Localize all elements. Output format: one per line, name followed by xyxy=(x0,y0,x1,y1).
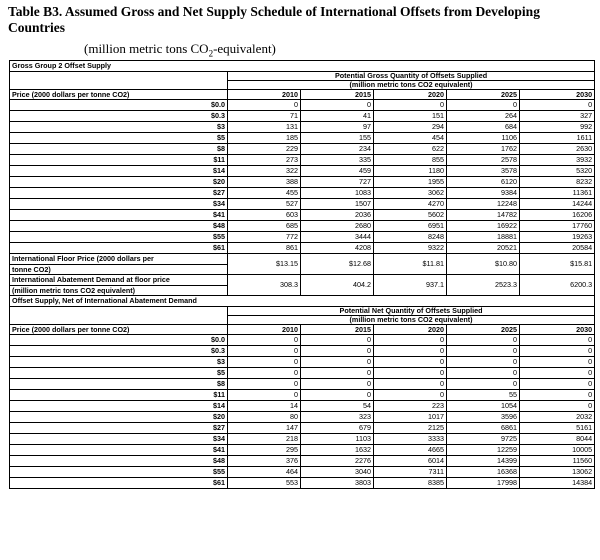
table-row xyxy=(10,390,595,401)
value-cell: 0 xyxy=(301,357,374,368)
abatement-cell: 2523.3 xyxy=(447,275,520,296)
value-cell: 8044 xyxy=(520,434,595,445)
table-row xyxy=(10,100,595,111)
value-cell: 3596 xyxy=(447,412,520,423)
gross-year-cell: 2025 xyxy=(447,90,520,100)
value-cell: 3578 xyxy=(447,166,520,177)
value-cell: 18881 xyxy=(447,232,520,243)
value-cell: 1611 xyxy=(520,133,595,144)
value-cell: 11560 xyxy=(520,456,595,467)
table-row xyxy=(10,243,595,254)
table-row xyxy=(10,401,595,412)
value-cell: 0 xyxy=(374,390,447,401)
value-cell: 0 xyxy=(301,390,374,401)
value-cell: 327 xyxy=(520,111,595,122)
value-cell: 2125 xyxy=(374,423,447,434)
price-cell: $41 xyxy=(10,445,228,456)
value-cell: 0 xyxy=(447,357,520,368)
price-cell: $11 xyxy=(10,155,228,166)
value-cell: 0 xyxy=(374,357,447,368)
value-cell: 6861 xyxy=(447,423,520,434)
value-cell: 0 xyxy=(520,379,595,390)
price-cell: $61 xyxy=(10,243,228,254)
net-header-row-1 xyxy=(10,307,595,316)
value-cell: 0 xyxy=(520,357,595,368)
abatement-cell: 308.3 xyxy=(228,275,301,296)
value-cell: 323 xyxy=(301,412,374,423)
value-cell: 0 xyxy=(447,379,520,390)
net-year-cell: 2025 xyxy=(447,325,520,335)
value-cell: 727 xyxy=(301,177,374,188)
value-cell: 0 xyxy=(301,346,374,357)
value-cell: 16368 xyxy=(447,467,520,478)
table-row xyxy=(10,412,595,423)
table-row xyxy=(10,199,595,210)
value-cell: 17760 xyxy=(520,221,595,232)
value-cell: 1762 xyxy=(447,144,520,155)
value-cell: 131 xyxy=(228,122,301,133)
value-cell: 0 xyxy=(228,379,301,390)
value-cell: 14 xyxy=(228,401,301,412)
floor-price-label-1: International Floor Price (2000 dollars per xyxy=(10,254,228,265)
subtitle-prefix: (million metric tons CO xyxy=(84,41,209,56)
value-cell: 14782 xyxy=(447,210,520,221)
value-cell: 553 xyxy=(228,478,301,489)
floor-price-cell: $10.80 xyxy=(447,254,520,275)
table-row xyxy=(10,155,595,166)
gross-data-body xyxy=(10,100,595,254)
table-row xyxy=(10,111,595,122)
price-cell: $0.3 xyxy=(10,346,228,357)
gross-year-cell: 2020 xyxy=(374,90,447,100)
net-year-cell: 2020 xyxy=(374,325,447,335)
abatement-label-1: International Abatement Demand at floor price xyxy=(10,275,228,286)
value-cell: 1507 xyxy=(301,199,374,210)
value-cell: 0 xyxy=(520,401,595,412)
abatement-cell: 937.1 xyxy=(374,275,447,296)
net-year-cell: 2010 xyxy=(228,325,301,335)
value-cell: 9725 xyxy=(447,434,520,445)
value-cell: 41 xyxy=(301,111,374,122)
value-cell: 2578 xyxy=(447,155,520,166)
value-cell: 6120 xyxy=(447,177,520,188)
value-cell: 19263 xyxy=(520,232,595,243)
value-cell: 234 xyxy=(301,144,374,155)
value-cell: 1054 xyxy=(447,401,520,412)
value-cell: 1083 xyxy=(301,188,374,199)
gross-section-label: Gross Group 2 Offset Supply xyxy=(10,61,595,72)
table-row xyxy=(10,423,595,434)
offset-supply-table xyxy=(9,60,595,489)
price-cell: $20 xyxy=(10,412,228,423)
price-cell: $41 xyxy=(10,210,228,221)
gross-header-line2: (million metric tons CO2 equivalent) xyxy=(228,81,595,90)
gross-header-blank xyxy=(10,72,228,90)
value-cell: 1955 xyxy=(374,177,447,188)
price-cell: $8 xyxy=(10,144,228,155)
value-cell: 3333 xyxy=(374,434,447,445)
gross-header-row-1 xyxy=(10,72,595,81)
value-cell: 185 xyxy=(228,133,301,144)
floor-price-cell: $13.15 xyxy=(228,254,301,275)
table-row xyxy=(10,122,595,133)
value-cell: 80 xyxy=(228,412,301,423)
value-cell: 0 xyxy=(228,390,301,401)
value-cell: 0 xyxy=(228,357,301,368)
value-cell: 16206 xyxy=(520,210,595,221)
value-cell: 0 xyxy=(301,379,374,390)
abatement-label-2: (million metric tons CO2 equivalent) xyxy=(10,286,228,296)
table-row xyxy=(10,445,595,456)
value-cell: 0 xyxy=(447,100,520,111)
price-cell: $14 xyxy=(10,166,228,177)
price-cell: $14 xyxy=(10,401,228,412)
gross-year-row xyxy=(10,90,595,100)
value-cell: 1103 xyxy=(301,434,374,445)
floor-price-cell: $12.68 xyxy=(301,254,374,275)
value-cell: 335 xyxy=(301,155,374,166)
price-cell: $8 xyxy=(10,379,228,390)
value-cell: 294 xyxy=(374,122,447,133)
table-row xyxy=(10,379,595,390)
value-cell: 6014 xyxy=(374,456,447,467)
gross-header-line1: Potential Gross Quantity of Offsets Supplied xyxy=(228,72,595,81)
value-cell: 6951 xyxy=(374,221,447,232)
value-cell: 4270 xyxy=(374,199,447,210)
value-cell: 322 xyxy=(228,166,301,177)
value-cell: 13062 xyxy=(520,467,595,478)
value-cell: 1106 xyxy=(447,133,520,144)
table-row xyxy=(10,357,595,368)
value-cell: 5320 xyxy=(520,166,595,177)
value-cell: 12248 xyxy=(447,199,520,210)
price-cell: $61 xyxy=(10,478,228,489)
table-row xyxy=(10,346,595,357)
value-cell: 7311 xyxy=(374,467,447,478)
value-cell: 273 xyxy=(228,155,301,166)
table-subtitle xyxy=(84,41,276,62)
value-cell: 455 xyxy=(228,188,301,199)
value-cell: 3803 xyxy=(301,478,374,489)
value-cell: 0 xyxy=(520,335,595,346)
value-cell: 622 xyxy=(374,144,447,155)
value-cell: 3932 xyxy=(520,155,595,166)
net-section-row xyxy=(10,296,595,307)
price-cell: $0.3 xyxy=(10,111,228,122)
value-cell: 0 xyxy=(447,335,520,346)
value-cell: 20521 xyxy=(447,243,520,254)
value-cell: 9384 xyxy=(447,188,520,199)
value-cell: 0 xyxy=(301,368,374,379)
value-cell: 388 xyxy=(228,177,301,188)
table-row xyxy=(10,133,595,144)
value-cell: 0 xyxy=(520,368,595,379)
value-cell: 4208 xyxy=(301,243,374,254)
value-cell: 1632 xyxy=(301,445,374,456)
value-cell: 0 xyxy=(520,346,595,357)
net-header-blank xyxy=(10,307,228,325)
value-cell: 12259 xyxy=(447,445,520,456)
table-row xyxy=(10,434,595,445)
value-cell: 4665 xyxy=(374,445,447,456)
price-cell: $55 xyxy=(10,467,228,478)
value-cell: 0 xyxy=(520,390,595,401)
value-cell: 376 xyxy=(228,456,301,467)
price-cell: $0.0 xyxy=(10,100,228,111)
value-cell: 679 xyxy=(301,423,374,434)
gross-year-cell: 2015 xyxy=(301,90,374,100)
value-cell: 0 xyxy=(374,335,447,346)
table-row xyxy=(10,478,595,489)
value-cell: 684 xyxy=(447,122,520,133)
price-cell: $11 xyxy=(10,390,228,401)
floor-price-row-1 xyxy=(10,254,595,265)
table-row xyxy=(10,467,595,478)
gross-year-cell: 2010 xyxy=(228,90,301,100)
value-cell: 20584 xyxy=(520,243,595,254)
table-row xyxy=(10,368,595,379)
price-cell: $3 xyxy=(10,357,228,368)
value-cell: 0 xyxy=(520,100,595,111)
price-cell: $34 xyxy=(10,434,228,445)
value-cell: 8248 xyxy=(374,232,447,243)
net-year-row xyxy=(10,325,595,335)
value-cell: 2680 xyxy=(301,221,374,232)
value-cell: 3062 xyxy=(374,188,447,199)
table-row xyxy=(10,221,595,232)
net-header-line1: Potential Net Quantity of Offsets Supplied xyxy=(228,307,595,316)
value-cell: 0 xyxy=(228,100,301,111)
price-cell: $27 xyxy=(10,188,228,199)
value-cell: 71 xyxy=(228,111,301,122)
table-row xyxy=(10,177,595,188)
value-cell: 0 xyxy=(228,346,301,357)
value-cell: 0 xyxy=(374,379,447,390)
value-cell: 1017 xyxy=(374,412,447,423)
value-cell: 1180 xyxy=(374,166,447,177)
value-cell: 855 xyxy=(374,155,447,166)
price-cell: $48 xyxy=(10,221,228,232)
price-cell: $5 xyxy=(10,368,228,379)
value-cell: 0 xyxy=(301,335,374,346)
value-cell: 861 xyxy=(228,243,301,254)
table-row xyxy=(10,232,595,243)
net-section-label: Offset Supply, Net of International Abatement Demand xyxy=(10,296,595,307)
value-cell: 3040 xyxy=(301,467,374,478)
value-cell: 2630 xyxy=(520,144,595,155)
table-row xyxy=(10,166,595,177)
value-cell: 55 xyxy=(447,390,520,401)
value-cell: 14384 xyxy=(520,478,595,489)
value-cell: 16922 xyxy=(447,221,520,232)
gross-price-label: Price (2000 dollars per tonne CO2) xyxy=(10,90,228,100)
value-cell: 772 xyxy=(228,232,301,243)
value-cell: 459 xyxy=(301,166,374,177)
value-cell: 264 xyxy=(447,111,520,122)
value-cell: 2036 xyxy=(301,210,374,221)
gross-year-cell: 2030 xyxy=(520,90,595,100)
value-cell: 147 xyxy=(228,423,301,434)
value-cell: 0 xyxy=(374,346,447,357)
price-cell: $34 xyxy=(10,199,228,210)
value-cell: 0 xyxy=(301,100,374,111)
value-cell: 5161 xyxy=(520,423,595,434)
table-title: Table B3. Assumed Gross and Net Supply Schedule of International Offsets from Developing Countries xyxy=(8,4,540,35)
net-data-body xyxy=(10,335,595,489)
value-cell: 10005 xyxy=(520,445,595,456)
price-cell: $27 xyxy=(10,423,228,434)
table-row xyxy=(10,210,595,221)
net-year-cell: 2015 xyxy=(301,325,374,335)
value-cell: 8385 xyxy=(374,478,447,489)
value-cell: 603 xyxy=(228,210,301,221)
floor-price-label-2: tonne CO2) xyxy=(10,265,228,275)
gross-section-row xyxy=(10,61,595,72)
table-row xyxy=(10,456,595,467)
value-cell: 3444 xyxy=(301,232,374,243)
value-cell: 11361 xyxy=(520,188,595,199)
value-cell: 0 xyxy=(228,368,301,379)
value-cell: 8232 xyxy=(520,177,595,188)
value-cell: 155 xyxy=(301,133,374,144)
value-cell: 295 xyxy=(228,445,301,456)
value-cell: 0 xyxy=(447,346,520,357)
value-cell: 97 xyxy=(301,122,374,133)
value-cell: 218 xyxy=(228,434,301,445)
price-cell: $48 xyxy=(10,456,228,467)
floor-price-cell: $11.81 xyxy=(374,254,447,275)
value-cell: 2032 xyxy=(520,412,595,423)
table-row xyxy=(10,335,595,346)
value-cell: 992 xyxy=(520,122,595,133)
abatement-cell: 404.2 xyxy=(301,275,374,296)
table-row xyxy=(10,144,595,155)
value-cell: 0 xyxy=(374,368,447,379)
price-cell: $3 xyxy=(10,122,228,133)
value-cell: 229 xyxy=(228,144,301,155)
value-cell: 0 xyxy=(374,100,447,111)
value-cell: 17998 xyxy=(447,478,520,489)
price-cell: $55 xyxy=(10,232,228,243)
value-cell: 14399 xyxy=(447,456,520,467)
price-cell: $5 xyxy=(10,133,228,144)
value-cell: 464 xyxy=(228,467,301,478)
net-year-cell: 2030 xyxy=(520,325,595,335)
price-cell: $0.0 xyxy=(10,335,228,346)
subtitle-subscript: 2 xyxy=(208,48,214,59)
value-cell: 527 xyxy=(228,199,301,210)
net-price-label: Price (2000 dollars per tonne CO2) xyxy=(10,325,228,335)
value-cell: 454 xyxy=(374,133,447,144)
value-cell: 14244 xyxy=(520,199,595,210)
price-cell: $20 xyxy=(10,177,228,188)
subtitle-suffix: -equivalent) xyxy=(213,41,276,56)
value-cell: 0 xyxy=(447,368,520,379)
value-cell: 223 xyxy=(374,401,447,412)
value-cell: 151 xyxy=(374,111,447,122)
value-cell: 5602 xyxy=(374,210,447,221)
value-cell: 0 xyxy=(228,335,301,346)
abatement-cell: 6200.3 xyxy=(520,275,595,296)
table-row xyxy=(10,188,595,199)
value-cell: 9322 xyxy=(374,243,447,254)
value-cell: 685 xyxy=(228,221,301,232)
floor-price-cell: $15.81 xyxy=(520,254,595,275)
value-cell: 54 xyxy=(301,401,374,412)
net-header-line2: (million metric tons CO2 equivalent) xyxy=(228,316,595,325)
value-cell: 2276 xyxy=(301,456,374,467)
abatement-row-1 xyxy=(10,275,595,286)
